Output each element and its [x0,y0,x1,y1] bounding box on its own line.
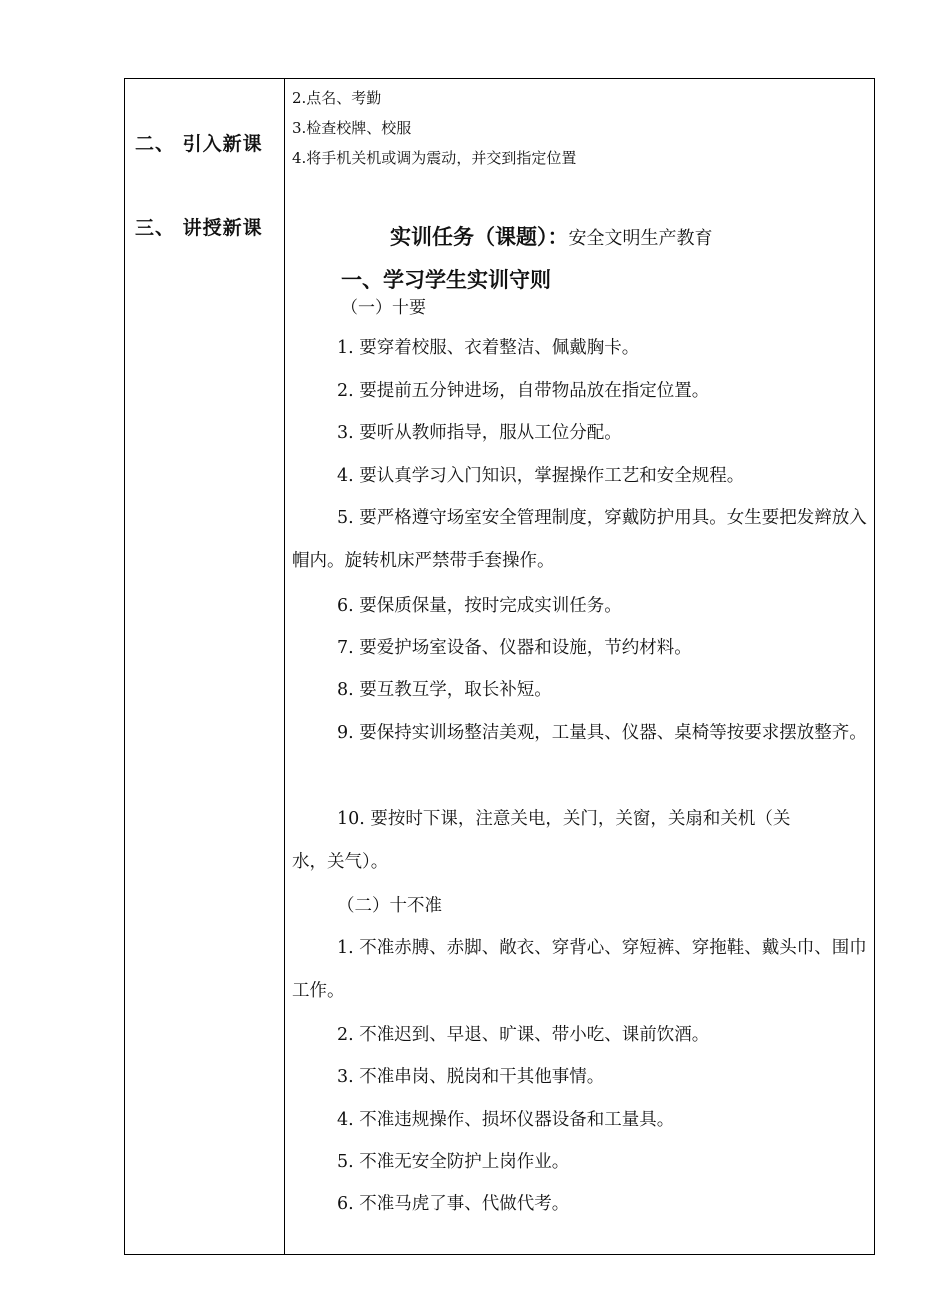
intro-line: 2.点名、考勤 [292,89,382,107]
list-item: 4. 不准违规操作、损坏仪器设备和工量具。 [337,1110,675,1130]
part1-heading: （一）十要 [341,298,426,318]
list-item: 7. 要爱护场室设备、仪器和设施，节约材料。 [337,638,692,658]
intro-line: 4.将手机关机或调为震动，并交到指定位置 [292,149,577,167]
list-item: 2. 不准迟到、早退、旷课、带小吃、课前饮酒。 [337,1025,710,1045]
list-item: 2. 要提前五分钟进场，自带物品放在指定位置。 [337,381,710,401]
list-item: 1. 要穿着校服、衣着整洁、佩戴胸卡。 [337,338,640,358]
list-item: 6. 要保质保量，按时完成实训任务。 [337,596,622,616]
row-label-teach: 三、 讲授新课 [135,217,263,239]
intro-line: 3.检查校牌、校服 [292,119,412,137]
part2-heading: （二）十不准 [337,896,442,916]
task-title [390,221,713,251]
list-item: 4. 要认真学习入门知识，掌握操作工艺和安全规程。 [337,466,745,486]
list-item: 8. 要互教互学，取长补短。 [337,680,552,700]
section-title: 一、学习学生实训守则 [341,268,551,292]
list-item: 1. 不准赤膊、赤脚、敞衣、穿背心、穿短裤、穿拖鞋、戴头巾、围巾工作。 [292,938,867,1001]
list-item: 5. 要严格遵守场室安全管理制度，穿戴防护用具。女生要把发辫放入帽内。旋转机床严禁带手套操作。 [292,508,867,571]
list-item: 3. 要听从教师指导，服从工位分配。 [337,423,622,443]
list-item: 3. 不准串岗、脱岗和干其他事情。 [337,1067,605,1087]
lesson-table [124,78,875,1255]
row-label-intro: 二、 引入新课 [135,133,263,155]
column-divider [284,79,285,1254]
list-item: 5. 不准无安全防护上岗作业。 [337,1152,570,1172]
list-item: 6. 不准马虎了事、代做代考。 [337,1194,570,1214]
task-value: 安全文明生产教育 [568,228,713,249]
list-item: 10. 要按时下课，注意关电，关门，关窗，关扇和关机（关水，关气）。 [292,809,791,872]
list-item: 9. 要保持实训场整洁美观，工量具、仪器、桌椅等按要求摆放整齐。 [337,723,867,743]
task-label: 实训任务（课题）： [390,225,569,249]
